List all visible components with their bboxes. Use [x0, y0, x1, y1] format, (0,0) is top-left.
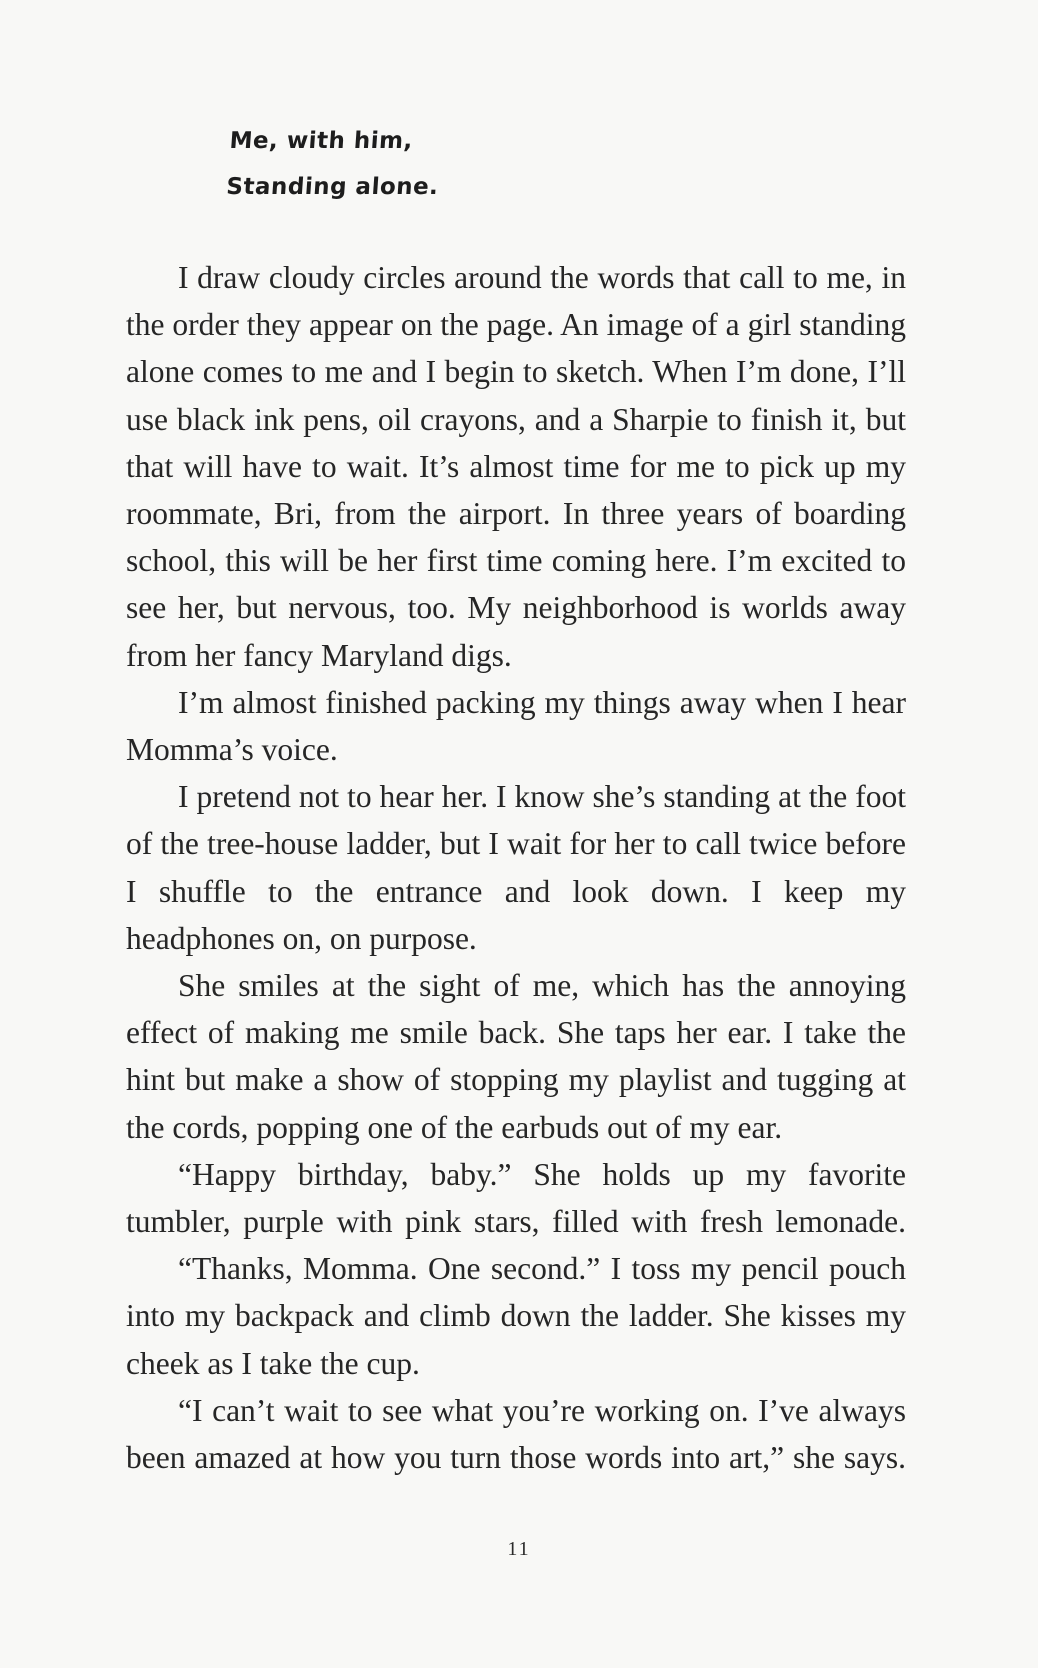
handwritten-poem	[225, 118, 444, 210]
paragraph: She smiles at the sight of me, which has the annoying effect of making me smile back. She taps her ear. I take the hint but make a show of stopping my playlist and tugging at the cords, popping one of the earbuds out of my ear.	[126, 968, 906, 1145]
poem-line-1: Me, with him,	[228, 128, 414, 154]
paragraph: “Thanks, Momma. One second.” I toss my pencil pouch into my backpack and climb down the ladder. She kisses my cheek as I take the cup.	[126, 1251, 906, 1381]
body-text	[126, 254, 906, 1481]
paragraph: “Happy birthday, baby.” She holds up my favorite tumbler, purple with pink stars, filled with fresh lemonade.	[126, 1156, 906, 1240]
paragraph: I’m almost finished packing my things away when I hear Momma’s voice.	[126, 684, 906, 768]
paragraph: I pretend not to hear her. I know she’s standing at the foot of the tree-house ladder, but I wait for her to call twice before I shuffle to the entrance and look down. I keep my headphones on, on purpose.	[126, 779, 906, 956]
page-number: 11	[507, 1538, 531, 1560]
paragraph: “I can’t wait to see what you’re working on. I’ve always been amazed at how you turn those words into art,” she says.	[126, 1392, 906, 1476]
poem-line-2: Standing alone.	[225, 174, 440, 200]
paragraph: I draw cloudy circles around the words that call to me, in the order they appear on the page. An image of a girl standing alone comes to me and I begin to sketch. When I’m done, I’ll use black ink pens, oil crayons, and a Sharpie to finish it, but that will have to wait. It’s almost time for me to pick up my roommate, Bri, from the airport. In three years of boarding school, this will be her first time coming here. I’m excited to see her, but nervous, too. My neighborhood is worlds away from her fancy Maryland digs.	[126, 260, 906, 673]
